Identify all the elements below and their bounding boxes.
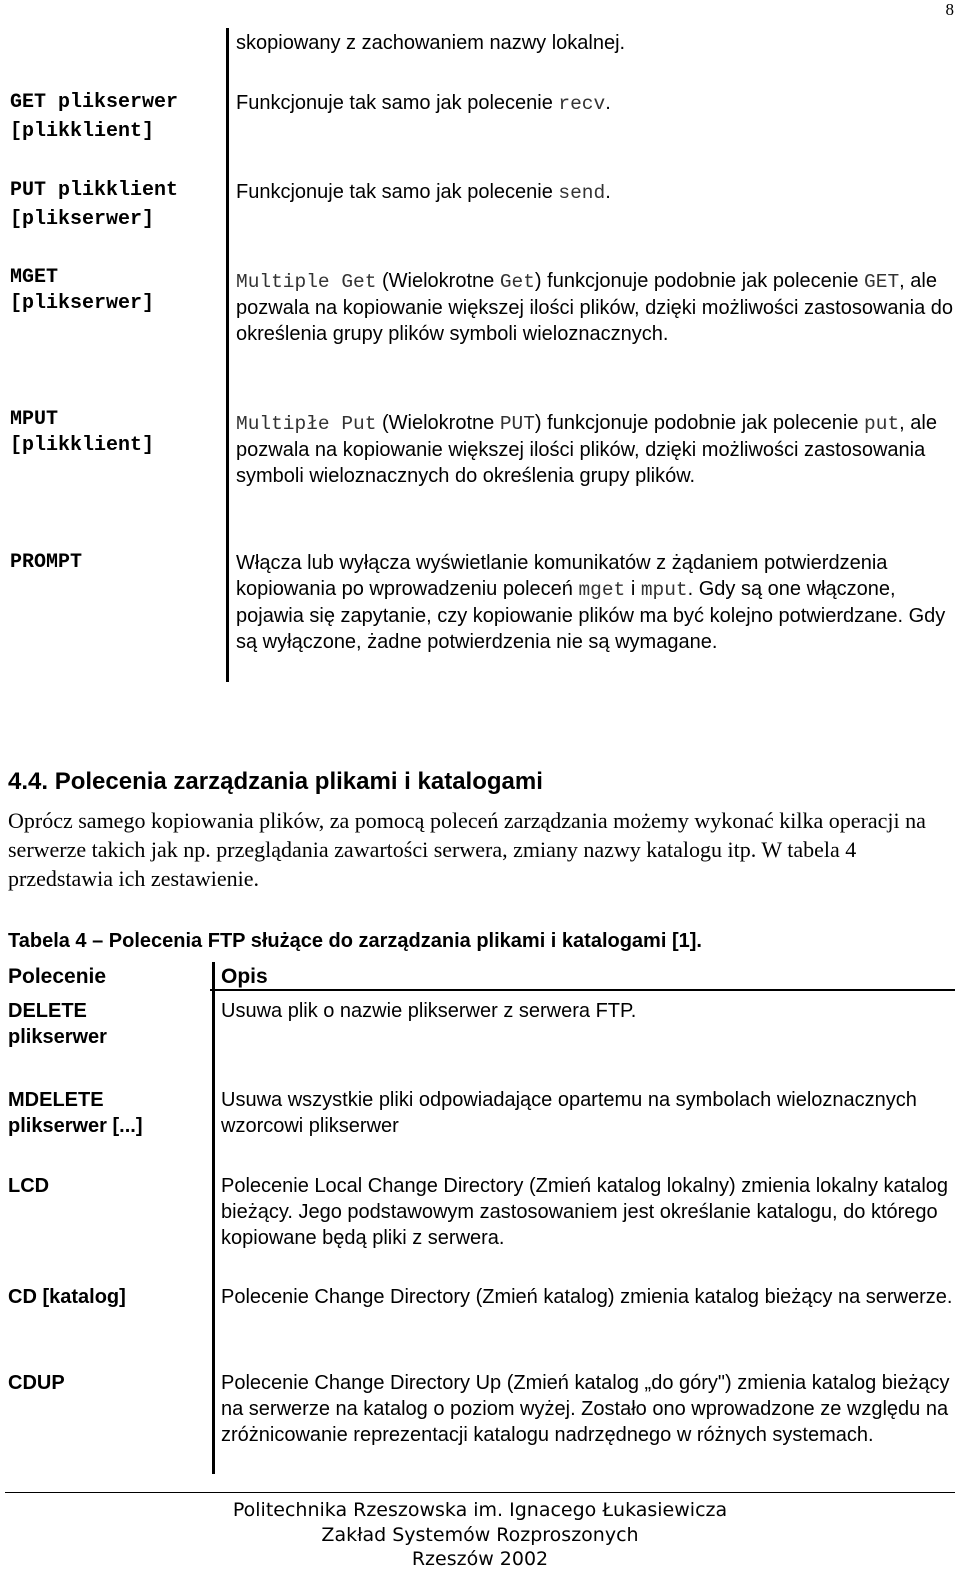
section-heading: 4.4. Polecenia zarządzania plikami i katalogami xyxy=(8,768,543,795)
command-description-mput: Multipłe Put (Wielokrotne PUT) funkcjonuje podobnie jak polecenie put, ale pozwala na kopiowanie większej ilości plików, dzięki możliwości zastosowania symboli wieloznacznych do określenia grupy plików. xyxy=(236,412,937,487)
footer-department: Zakład Systemów Rozproszonych xyxy=(321,1524,639,1546)
table-column-divider xyxy=(212,962,215,1474)
command-name-put: PUT plikklient [plikserwer] xyxy=(10,179,179,231)
footer-rule xyxy=(5,1492,955,1493)
table-row-command: LCD xyxy=(8,1175,50,1197)
table-row-description: Usuwa plik o nazwie plikserwer z serwera FTP. xyxy=(221,1000,637,1022)
page-number: 8 xyxy=(945,0,954,19)
table-row-description: Usuwa wszystkie pliki odpowiadające opartemu na symbolach wieloznacznych wzorcowi plikserwer xyxy=(221,1089,917,1137)
command-description-get: Funkcjonuje tak samo jak polecenie recv. xyxy=(236,92,611,115)
table-row-command: DELETE plikserwer xyxy=(8,1000,107,1048)
command-description-prompt: Włącza lub wyłącza wyświetlanie komunikatów z żądaniem potwierdzenia kopiowania po wprowadzeniu poleceń mget i mput. Gdy są one włączone, pojawia się zapytanie, czy kopiowanie plików ma być kolejno potwierdzane. Gdy są wyłączone, żadne potwierdzenia nie są wymagane. xyxy=(236,552,946,653)
command-name-get: GET plikserwer [plikklient] xyxy=(10,91,179,143)
command-description: skopiowany z zachowaniem nazwy lokalnej. xyxy=(236,32,626,54)
table-row-description: Polecenie Change Directory (Zmień katalog) zmienia katalog bieżący na serwerze. xyxy=(221,1286,953,1308)
section-paragraph: Oprócz samego kopiowania plików, za pomocą poleceń zarządzania możemy wykonać kilka operacji na serwerze takich jak np. przeglądania zawartości serwera, zmiany nazwy katalogu itp. W tabela 4 przedstawia ich zestawienie. xyxy=(8,808,926,891)
table-header-command: Polecenie xyxy=(8,965,107,988)
table-header-rule xyxy=(210,989,955,991)
table-row-command: MDELETE plikserwer [...] xyxy=(8,1089,143,1137)
footer-place-year: Rzeszów 2002 xyxy=(411,1548,549,1570)
footer-institution: Politechnika Rzeszowska im. Ignacego Łukasiewicza xyxy=(232,1499,728,1521)
command-description-put: Funkcjonuje tak samo jak polecenie send. xyxy=(236,181,611,204)
command-name-mput: MPUT [plikklient] xyxy=(10,408,155,457)
table-caption: Tabela 4 – Polecenia FTP służące do zarządzania plikami i katalogami [1]. xyxy=(8,930,702,952)
command-name-prompt: PROMPT xyxy=(10,551,83,574)
command-name-mget: MGET [plikserwer] xyxy=(10,266,155,315)
command-description-mget: Multiple Get (Wielokrotne Get) funkcjonuje podobnie jak polecenie GET, ale pozwala na kopiowanie większej ilości plików, dzięki możliwości zastosowania do określenia grupy plików symboli wieloznacznych. xyxy=(236,270,954,345)
column-divider xyxy=(226,28,229,682)
table-header-description: Opis xyxy=(221,965,268,988)
table-row-command: CD [katalog] xyxy=(8,1286,126,1308)
table-row-command: CDUP xyxy=(8,1372,65,1394)
table-row-description: Polecenie Local Change Directory (Zmień katalog lokalny) zmienia lokalny katalog bieżący. Jego podstawowym zastosowaniem jest określanie katalogu, do którego kopiowane będą pliki z serwera. xyxy=(221,1175,949,1249)
table-row-description: Polecenie Change Directory Up (Zmień katalog „do góry") zmienia katalog bieżący na serwerze na katalog o poziom wyżej. Zostało ono wprowadzone ze względu na zróżnicowanie reprezentacji katalogu nadrzędnego w różnych systemach. xyxy=(221,1372,950,1446)
